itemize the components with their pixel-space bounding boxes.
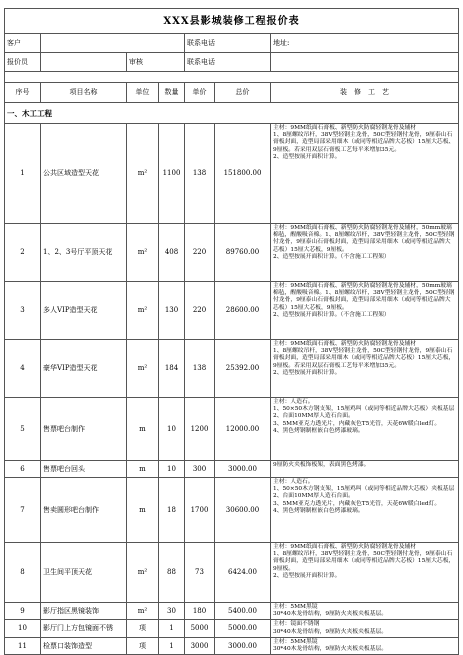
cell-name: 卫生间平顶天花 [41, 543, 127, 603]
cell-price: 138 [185, 340, 215, 398]
quote-table [4, 8, 459, 655]
cell-craft: 主材：9MM纸面石膏板、新型防火防腐轻钢龙骨及辅材 1、8厘螺纹吊杆，38V型轻钢主龙骨，50C型轻钢付龙骨，9厘泰山石膏板封面，造型局部采用细木（或同等相近品牌大芯板）15厘大芯板、9厘板。若采用双层石膏板工艺每平米增加35元。 2、造型按展开面积计算。 [271, 124, 459, 224]
cell-no: 3 [5, 282, 41, 340]
col-header-qty: 数量 [159, 83, 185, 103]
cell-name: 1、2、3号厅平顶天花 [41, 224, 127, 282]
cell-total: 5400.00 [215, 603, 271, 620]
table-row [5, 461, 459, 478]
contact-phone-label-2: 联系电话 [185, 53, 271, 72]
cell-qty: 1 [159, 620, 185, 637]
cell-no: 10 [5, 620, 41, 637]
cell-name: 检票口装饰造型 [41, 637, 127, 654]
table-row [5, 124, 459, 224]
cell-unit: m² [127, 224, 159, 282]
cell-craft: 主材：5MM黑镜 30*40木龙骨结构，9厘防火夹板夹板基层。 [271, 637, 459, 654]
spacer-row [5, 72, 459, 83]
section-title: 一、木工工程 [5, 103, 459, 124]
cell-craft: 主材：5MM黑镜 30*40木龙骨结构，9厘防火夹板夹板基层。 [271, 603, 459, 620]
cell-no: 7 [5, 478, 41, 543]
cell-price: 5000 [185, 620, 215, 637]
cell-name: 公共区域造型天花 [41, 124, 127, 224]
cell-total: 151800.00 [215, 124, 271, 224]
cell-craft: 主材：9MM纸面石膏板、新型防火防腐轻钢龙骨及辅材，50mm玻璃棉毡，醒酸吸音棉。1、8厘螺纹吊杆，38V型轻钢主龙骨，50C型轻钢付龙骨，9厘泰山石膏板封面，造型局部采用细木（或同等相近品牌大芯板）15厘大芯板，9厘板。 2、造型按展开面积计算。（不含施工工程架） [271, 224, 459, 282]
cell-qty: 184 [159, 340, 185, 398]
cell-craft: 主材：人造石。 1、50×50木方钢支架，15厘鸡叫（或同等相近品牌大芯板）夹板基层 2、台面10MM厚人造石台面。 3、5MM亚克力透光片，内藏灰色T5光管，天花6W暖白led灯。 4、黑色烤钢制框嵌白色烤漆玻璃。 [271, 398, 459, 461]
cell-no: 5 [5, 398, 41, 461]
cell-craft: 主材：9MM纸面石膏板、新型防火防腐轻钢龙骨及辅材 1、8厘螺纹吊杆，38V型轻钢主龙骨，50C型轻钢付龙骨，9厘泰山石膏板封面，造型局部采用细木（或同等相近品牌大芯板）15厘大芯板，9厘板。 2、造型按展开面积计算。 [271, 543, 459, 603]
cell-unit: m² [127, 603, 159, 620]
table-row [5, 478, 459, 543]
cell-price: 3000 [185, 637, 215, 654]
cell-total: 89760.00 [215, 224, 271, 282]
quote-sheet [4, 8, 458, 655]
table-row [5, 282, 459, 340]
cell-qty: 10 [159, 461, 185, 478]
cell-unit: 项 [127, 637, 159, 654]
cell-qty: 130 [159, 282, 185, 340]
table-row [5, 620, 459, 637]
client-field[interactable] [41, 34, 185, 53]
col-header-no: 序号 [5, 83, 41, 103]
cell-name: 售票吧台回头 [41, 461, 127, 478]
cell-price: 180 [185, 603, 215, 620]
cell-unit: m [127, 461, 159, 478]
cell-qty: 30 [159, 603, 185, 620]
cell-craft: 9厘防火夹板饰板架，表面黑色烤漆。 [271, 461, 459, 478]
cell-total: 30600.00 [215, 478, 271, 543]
cell-total: 25392.00 [215, 340, 271, 398]
cell-craft: 主材：9MM纸面石膏板、新型防火防腐轻钢龙骨及辅材，50mm玻璃棉毡，醒酸吸音棉。1、8厘螺纹吊杆，38V型轻钢主龙骨，50C型轻钢付龙骨，9厘泰山石膏板封面，造型局部采用细木（或同等相近品牌大芯板）15厘大芯板，9厘板。 2、造型按展开面积计算。（不含施工工程架） [271, 282, 459, 340]
cell-qty: 18 [159, 478, 185, 543]
table-row [5, 637, 459, 654]
cell-no: 8 [5, 543, 41, 603]
page-title: XXX县影城装修工程报价表 [5, 9, 459, 34]
cell-qty: 1 [159, 637, 185, 654]
cell-price: 300 [185, 461, 215, 478]
col-header-price: 单价 [185, 83, 215, 103]
cell-unit: m² [127, 543, 159, 603]
cell-unit: m² [127, 282, 159, 340]
contact-phone-field[interactable] [271, 53, 459, 72]
cell-craft: 主材：镜面不锈钢 30*40木龙骨结构，9厘防火夹板夹板基层。 [271, 620, 459, 637]
cell-total: 3000.00 [215, 637, 271, 654]
col-header-craft: 装 修 工 艺 [271, 83, 459, 103]
cell-name: 影厅指区黑镜装饰 [41, 603, 127, 620]
review-label: 审核 [127, 53, 185, 72]
quoter-field[interactable] [41, 53, 127, 72]
cell-no: 11 [5, 637, 41, 654]
address-label: 地址: [271, 34, 459, 53]
cell-unit: m² [127, 340, 159, 398]
client-label: 客户 [5, 34, 41, 53]
contact-phone-label: 联系电话 [185, 34, 271, 53]
cell-no: 2 [5, 224, 41, 282]
cell-price: 138 [185, 124, 215, 224]
col-header-unit: 单位 [127, 83, 159, 103]
table-row [5, 603, 459, 620]
cell-total: 6424.00 [215, 543, 271, 603]
cell-total: 12000.00 [215, 398, 271, 461]
header-row [5, 83, 459, 103]
cell-name: 售卖圆形吧台制作 [41, 478, 127, 543]
cell-total: 3000.00 [215, 461, 271, 478]
cell-no: 6 [5, 461, 41, 478]
cell-unit: m [127, 478, 159, 543]
cell-no: 9 [5, 603, 41, 620]
cell-craft: 主材：9MM纸面石膏板、新型防火防腐轻钢龙骨及辅材 1、8厘螺纹吊杆，38V型轻钢主龙骨，50C型轻钢付龙骨，9厘泰山石膏板封面，造型局部采用细木（或同等相近品牌大芯板）15厘大芯板，9厘板。若采用双层石膏板工艺每平米增加35元。 2、造型按展开面积计算。 [271, 340, 459, 398]
cell-price: 1700 [185, 478, 215, 543]
cell-qty: 1100 [159, 124, 185, 224]
cell-total: 5000.00 [215, 620, 271, 637]
cell-unit: m [127, 398, 159, 461]
col-header-name: 项目名称 [41, 83, 127, 103]
cell-price: 73 [185, 543, 215, 603]
table-row [5, 340, 459, 398]
cell-craft: 主材：人造石。 1、50×50木方钢支架，15厘鸡叫（或同等相近品牌大芯板）夹板基层 2、台面10MM厚人造石台面。 3、5MM亚克力透光片，内藏灰色T5光管，天花6W暖白led灯。 4、黑色烤钢制框嵌白色烤漆玻璃。 [271, 478, 459, 543]
cell-total: 28600.00 [215, 282, 271, 340]
table-row [5, 398, 459, 461]
cell-no: 4 [5, 340, 41, 398]
table-row [5, 224, 459, 282]
table-row [5, 543, 459, 603]
cell-price: 220 [185, 282, 215, 340]
cell-no: 1 [5, 124, 41, 224]
cell-name: 多人VIP造型天花 [41, 282, 127, 340]
cell-name: 影厅门上方包镜面不锈 [41, 620, 127, 637]
cell-unit: 项 [127, 620, 159, 637]
cell-qty: 408 [159, 224, 185, 282]
cell-qty: 10 [159, 398, 185, 461]
col-header-total: 总价 [215, 83, 271, 103]
cell-price: 220 [185, 224, 215, 282]
quoter-label: 报价员 [5, 53, 41, 72]
cell-unit: m² [127, 124, 159, 224]
cell-price: 1200 [185, 398, 215, 461]
cell-qty: 88 [159, 543, 185, 603]
cell-name: 售票吧台制作 [41, 398, 127, 461]
cell-name: 豪华VIP造型天花 [41, 340, 127, 398]
